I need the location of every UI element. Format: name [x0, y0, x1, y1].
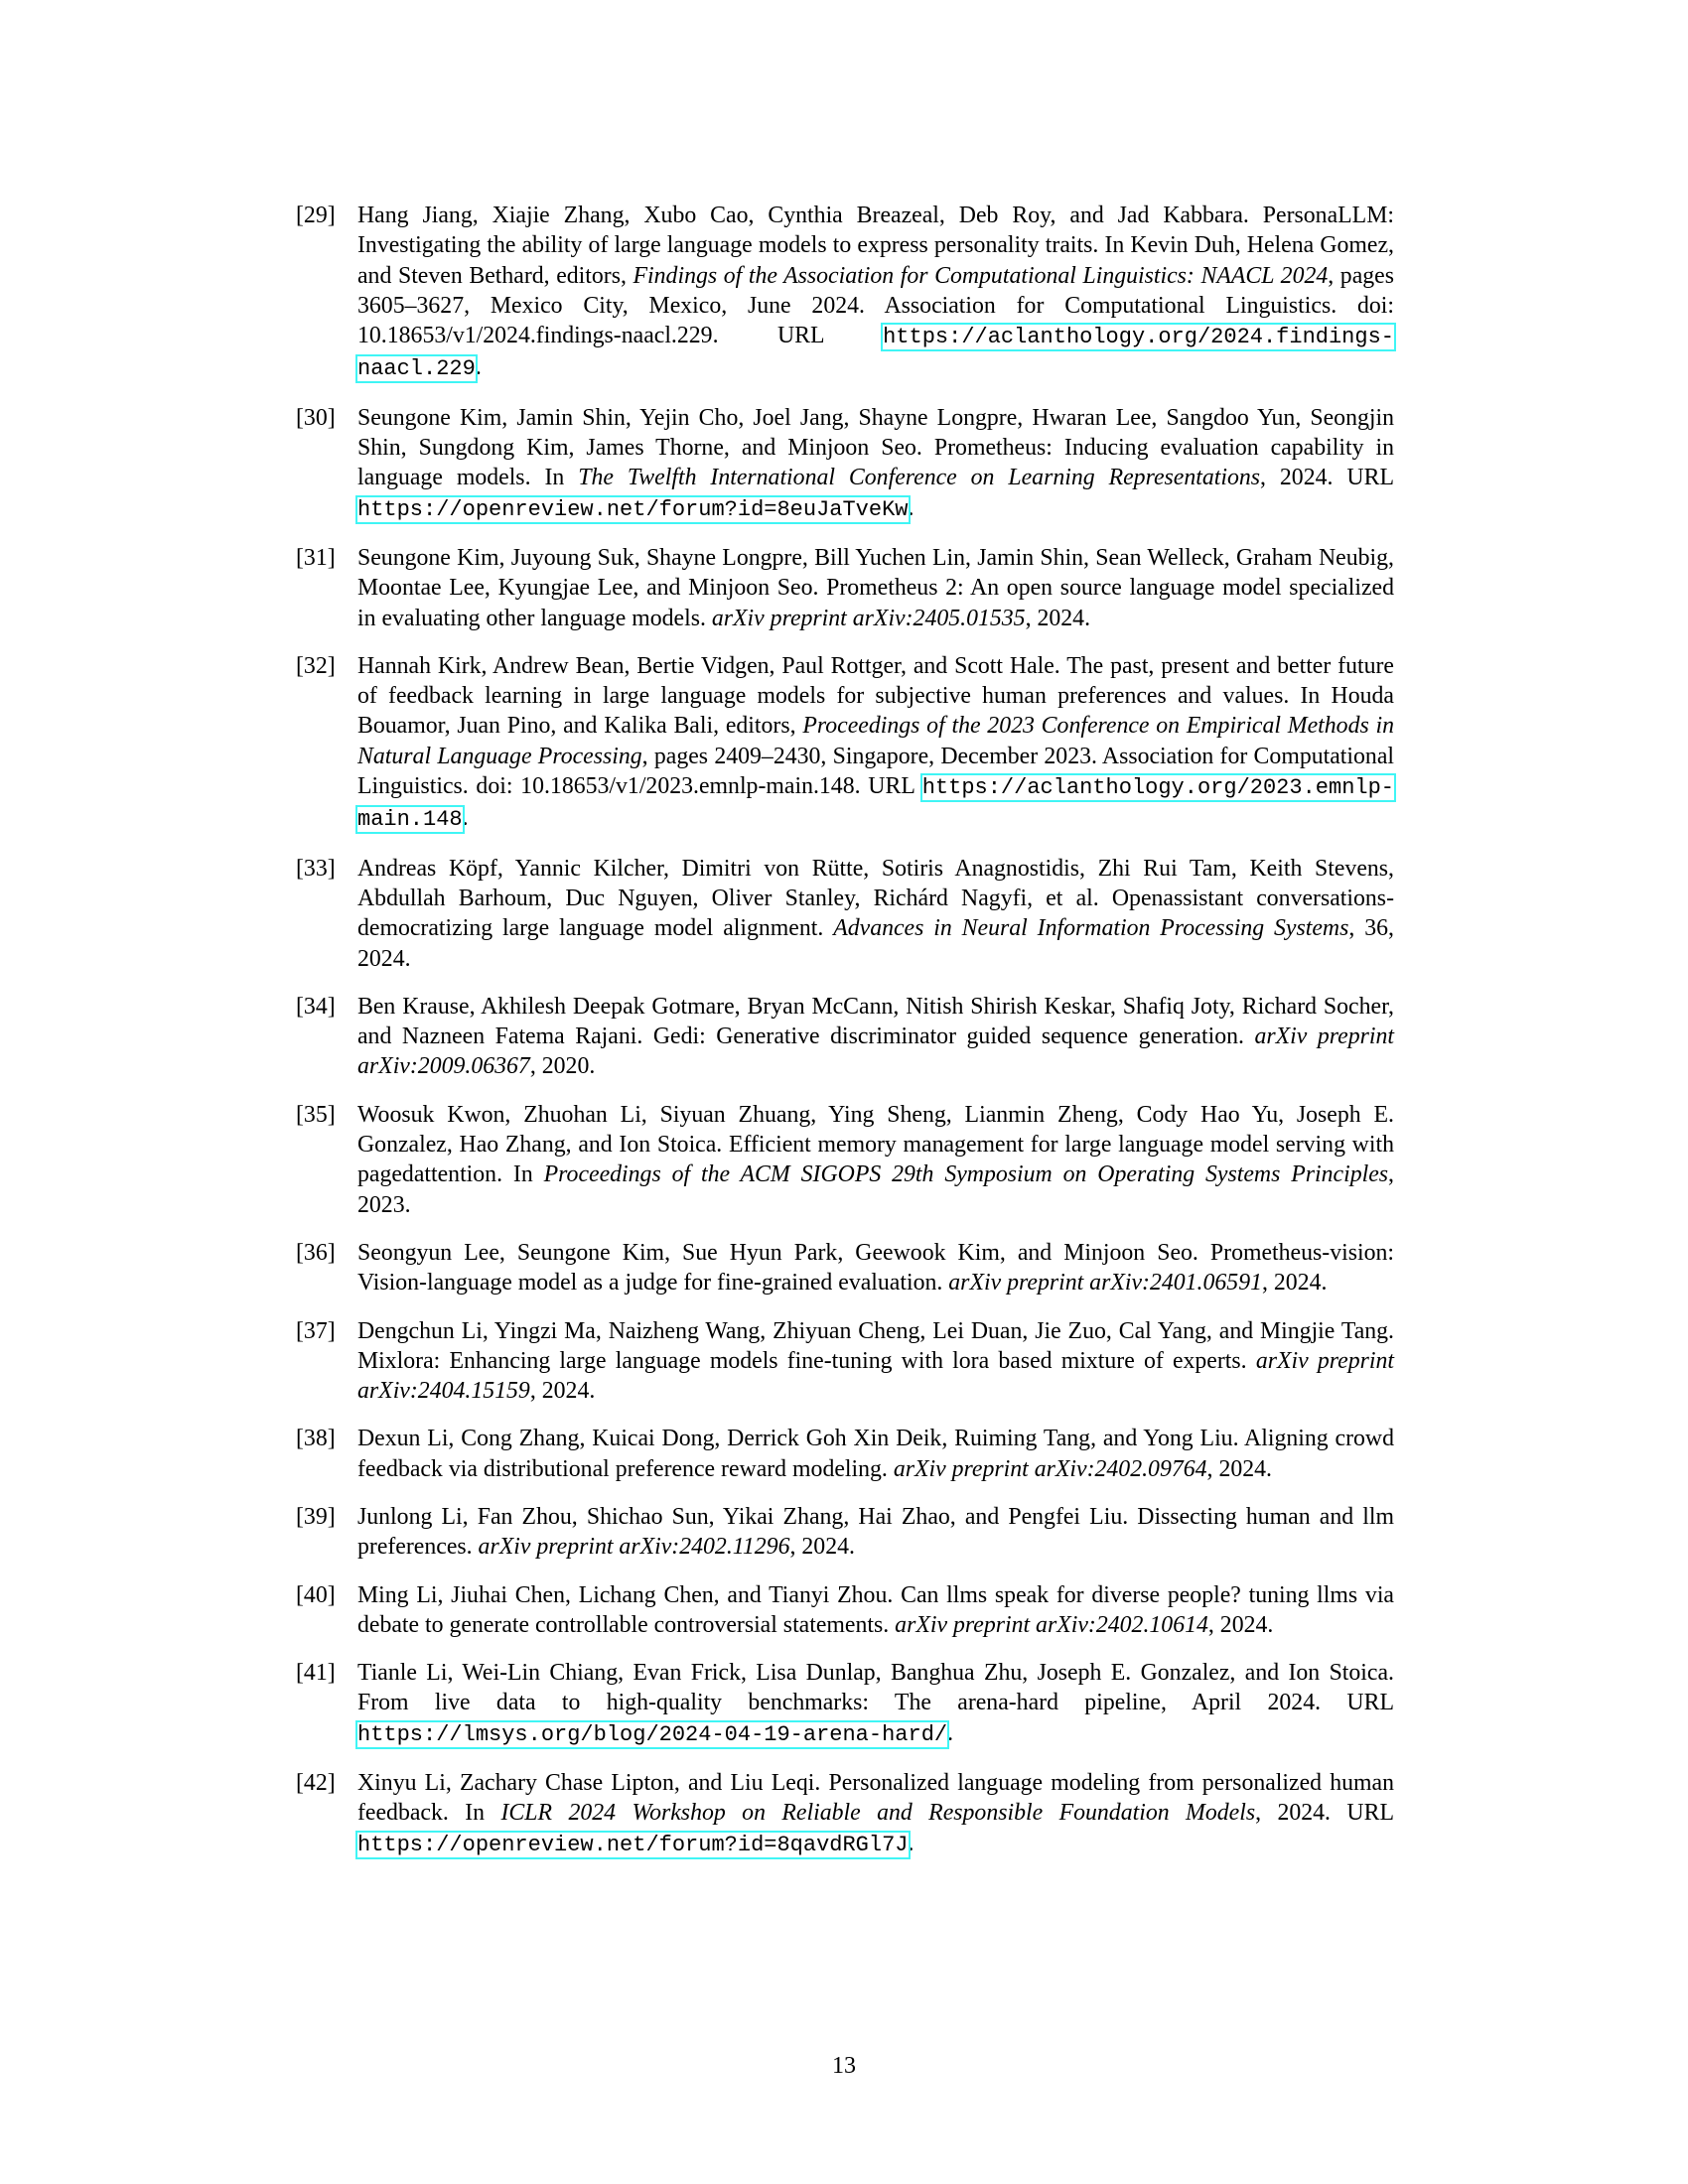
reference-venue: arXiv preprint arXiv:2405.01535 [711, 605, 1026, 631]
reference-venue: Advances in Neural Information Processing Systems [833, 915, 1349, 942]
reference-tail: . [908, 494, 914, 521]
reference-authors-title: Seungone Kim, Juyoung Suk, Shayne Longpre, Bill Yuchen Lin, Jamin Shin, Sean Welleck, Graham Neubig, Moontae Lee, Kyungjae Lee, and Minjoon Seo. Prometheus 2: An open source language model specialized in evaluating other language models. [357, 544, 1394, 631]
reference-number: [37] [296, 1317, 336, 1344]
reference-entry [296, 651, 1394, 836]
reference-text [357, 1424, 1394, 1484]
reference-tail: . [947, 1719, 954, 1746]
reference-text [357, 201, 1394, 385]
reference-number: [38] [296, 1426, 336, 1452]
reference-authors-title: Woosuk Kwon, Zhuohan Li, Siyuan Zhuang, Ying Sheng, Lianmin Zheng, Cody Hao Yu, Joseph E. Gonzalez, Hao Zhang, and Ion Stoica. Efficient memory management for large language model serving with pagedattention. In [357, 1101, 1394, 1188]
reference-url-link[interactable]: https://openreview.net/forum?id=8euJaTveKw [357, 496, 909, 522]
reference-details: , 2024. [789, 1534, 855, 1561]
reference-entry [296, 201, 1394, 385]
reference-details: , pages 2409–2430, Singapore, December 2023. Association for Computational Linguistics. doi: 10.18653/v1/2023.emnlp-main.148. URL [357, 743, 1394, 800]
reference-number: [31] [296, 544, 336, 571]
reference-details: , 2024. [1207, 1611, 1274, 1638]
reference-text [357, 1316, 1394, 1407]
reference-number: [33] [296, 855, 336, 882]
reference-text [357, 1238, 1394, 1298]
reference-venue: ICLR 2024 Workshop on Reliable and Responsible Foundation Models [500, 1800, 1256, 1827]
reference-authors-title: Hang Jiang, Xiajie Zhang, Xubo Cao, Cynthia Breazeal, Deb Roy, and Jad Kabbara. PersonaLLM: Investigating the ability of large language models to express personality traits. In Kevin Duh, Helena Gomez, and Steven Bethard, editors, [357, 203, 1394, 289]
reference-text [357, 651, 1394, 836]
reference-authors-title: Seungone Kim, Jamin Shin, Yejin Cho, Joel Jang, Shayne Longpre, Hwaran Lee, Sangdoo Yun, Seongjin Shin, Sungdong Kim, James Thorne, and Minjoon Seo. Prometheus: Inducing evaluation capability in language models. In [357, 404, 1394, 491]
reference-tail: . [462, 805, 469, 832]
reference-details: , 2024. URL [1255, 1800, 1394, 1827]
reference-details: , 2024. [1206, 1455, 1272, 1482]
reference-entry [296, 543, 1394, 633]
reference-authors-title: Dengchun Li, Yingzi Ma, Naizheng Wang, Zhiyuan Cheng, Lei Duan, Jie Zuo, Cal Yang, and Mingjie Tang. Mixlora: Enhancing large language models fine-tuning with lora based mixture of experts. [357, 1317, 1394, 1374]
reference-authors-title: Hannah Kirk, Andrew Bean, Bertie Vidgen, Paul Rottger, and Scott Hale. The past, present and better future of feedback learning in large language models for subjective human preferences and values. In Houda Bouamor, Juan Pino, and Kalika Bali, editors, [357, 652, 1394, 740]
reference-tail: . [908, 1830, 914, 1856]
reference-number: [34] [296, 993, 336, 1020]
reference-text [357, 992, 1394, 1082]
reference-details: , 36, 2024. [357, 915, 1394, 972]
reference-details: , 2020. [529, 1053, 596, 1080]
reference-venue: arXiv preprint arXiv:2402.10614 [895, 1611, 1208, 1638]
reference-details: , 2024. [1025, 605, 1091, 631]
reference-list [296, 201, 1394, 1878]
reference-entry [296, 992, 1394, 1082]
reference-authors-title: Andreas Köpf, Yannic Kilcher, Dimitri von Rütte, Sotiris Anagnostidis, Zhi Rui Tam, Keith Stevens, Abdullah Barhoum, Duc Nguyen, Oliver Stanley, Richárd Nagyfi, et al. Openassistant conversations-democratizing large language model alignment. [357, 855, 1394, 942]
reference-entry [296, 1238, 1394, 1298]
reference-entry [296, 1424, 1394, 1484]
reference-venue: arXiv preprint arXiv:2404.15159 [357, 1347, 1394, 1405]
reference-number: [35] [296, 1101, 336, 1128]
reference-venue: Proceedings of the ACM SIGOPS 29th Symposium on Operating Systems Principles [543, 1161, 1389, 1188]
reference-text [357, 854, 1394, 974]
reference-text [357, 1502, 1394, 1563]
reference-url-link[interactable]: https://aclanthology.org/2024.findings-naacl.229 [357, 325, 1394, 382]
reference-authors-title: Ben Krause, Akhilesh Deepak Gotmare, Bryan McCann, Nitish Shirish Keskar, Shafiq Joty, Richard Socher, and Nazneen Fatema Rajani. Gedi: Generative discriminator guided sequence generation. [357, 993, 1394, 1050]
reference-text [357, 403, 1394, 525]
reference-venue: Findings of the Association for Computational Linguistics: NAACL 2024 [633, 262, 1329, 289]
reference-text [357, 1768, 1394, 1860]
reference-venue: arXiv preprint arXiv:2009.06367 [357, 1024, 1395, 1080]
reference-text [357, 1658, 1394, 1750]
reference-entry [296, 1100, 1394, 1220]
reference-authors-title: Ming Li, Jiuhai Chen, Lichang Chen, and Tianyi Zhou. Can llms speak for diverse people? tuning llms via debate to generate controllable controversial statements. [357, 1581, 1394, 1638]
reference-number: [36] [296, 1239, 336, 1266]
reference-number: [30] [296, 404, 336, 431]
reference-url-link[interactable]: https://aclanthology.org/2023.emnlp-main.148 [357, 775, 1394, 833]
reference-url-link[interactable]: https://lmsys.org/blog/2024-04-19-arena-hard/ [357, 1721, 948, 1747]
reference-number: [32] [296, 652, 336, 679]
reference-text [357, 543, 1394, 633]
reference-number: [29] [296, 203, 336, 228]
reference-details: , 2024. [1262, 1270, 1328, 1297]
reference-entry [296, 1316, 1394, 1407]
reference-number: [40] [296, 1581, 336, 1608]
reference-venue: The Twelfth International Conference on Learning Representations [578, 465, 1261, 491]
reference-details: , 2023. [357, 1161, 1394, 1218]
reference-tail: . [475, 354, 482, 381]
reference-venue: arXiv preprint arXiv:2402.11296 [478, 1534, 790, 1561]
reference-details: , 2024. [529, 1378, 596, 1405]
reference-url-link[interactable]: https://openreview.net/forum?id=8qavdRGl7J [357, 1832, 909, 1857]
page-number: 13 [832, 2053, 856, 2079]
reference-details: , pages 3605–3627, Mexico City, Mexico, June 2024. Association for Computational Linguistics. doi: 10.18653/v1/2024.findings-naacl.229. URL [357, 262, 1394, 349]
reference-number: [42] [296, 1770, 336, 1797]
reference-entry [296, 1502, 1394, 1563]
reference-authors-title: Seongyun Lee, Seungone Kim, Sue Hyun Park, Geewook Kim, and Minjoon Seo. Prometheus-vision: Vision-language model as a judge for fine-grained evaluation. [357, 1239, 1394, 1297]
reference-number: [39] [296, 1503, 336, 1530]
reference-authors-title: Xinyu Li, Zachary Chase Lipton, and Liu Leqi. Personalized language modeling from personalized human feedback. In [357, 1770, 1394, 1827]
reference-authors-title: Tianle Li, Wei-Lin Chiang, Evan Frick, Lisa Dunlap, Banghua Zhu, Joseph E. Gonzalez, and Ion Stoica. From live data to high-quality benchmarks: The arena-hard pipeline, April 2024. URL [357, 1660, 1394, 1716]
reference-number: [41] [296, 1660, 336, 1687]
reference-entry [296, 1768, 1394, 1860]
reference-authors-title: Junlong Li, Fan Zhou, Shichao Sun, Yikai Zhang, Hai Zhao, and Pengfei Liu. Dissecting human and llm preferences. [357, 1503, 1394, 1561]
reference-venue: Proceedings of the 2023 Conference on Empirical Methods in Natural Language Processing [357, 713, 1395, 769]
reference-entry [296, 1580, 1394, 1641]
reference-authors-title: Dexun Li, Cong Zhang, Kuicai Dong, Derrick Goh Xin Deik, Ruiming Tang, and Yong Liu. Aligning crowd feedback via distributional preference reward modeling. [357, 1426, 1394, 1482]
reference-text [357, 1100, 1394, 1220]
reference-entry [296, 854, 1394, 974]
reference-details: , 2024. URL [1260, 465, 1394, 491]
reference-venue: arXiv preprint arXiv:2401.06591 [948, 1270, 1262, 1297]
reference-entry [296, 403, 1394, 525]
reference-entry [296, 1658, 1394, 1750]
reference-venue: arXiv preprint arXiv:2402.09764 [893, 1455, 1207, 1482]
reference-text [357, 1580, 1394, 1641]
